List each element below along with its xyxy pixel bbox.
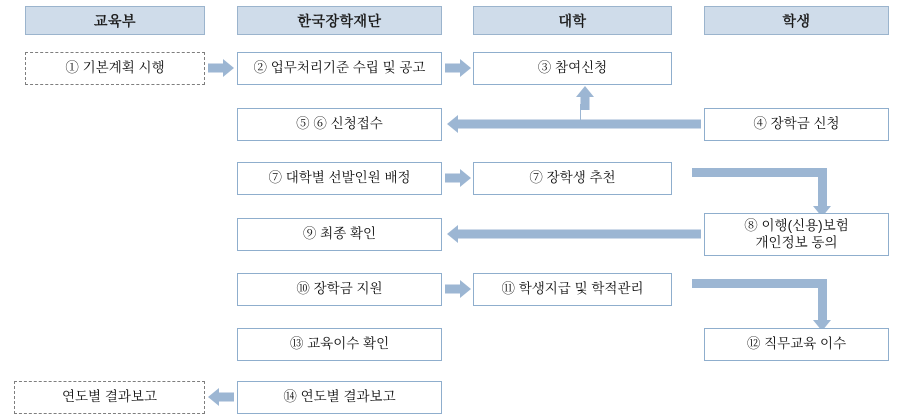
column-header-label: 교육부 bbox=[93, 12, 137, 29]
column-header-label: 대학 bbox=[558, 12, 587, 29]
node-label: ⑭ 연도별 결과보고 bbox=[283, 389, 396, 405]
column-header-kosaf bbox=[237, 6, 442, 35]
node-label: ② 업무처리기준 수립 및 공고 bbox=[253, 60, 426, 76]
process-node-application-receipt bbox=[237, 108, 442, 141]
process-node-payment-records bbox=[473, 273, 672, 306]
process-node-annual-report-ministry bbox=[14, 381, 205, 414]
column-header-student bbox=[704, 6, 889, 35]
process-node-annual-report-kosaf bbox=[237, 381, 442, 414]
process-node-participation-apply bbox=[473, 52, 672, 85]
arrow-left-icon bbox=[447, 114, 701, 134]
arrow-right-icon bbox=[445, 279, 471, 299]
node-label: ⑨ 최종 확인 bbox=[302, 226, 377, 242]
process-node-final-confirm bbox=[237, 218, 442, 251]
arrow-up-icon bbox=[575, 86, 595, 110]
column-header-label: 한국장학재단 bbox=[297, 12, 382, 29]
process-node-quota-allocation bbox=[237, 162, 442, 195]
node-label: 연도별 결과보고 bbox=[61, 389, 158, 405]
process-node-basic-plan bbox=[25, 52, 205, 85]
node-label: ⑤ ⑥ 신청접수 bbox=[296, 116, 383, 132]
node-label: ⑩ 장학금 지원 bbox=[296, 281, 383, 297]
column-header-label: 학생 bbox=[782, 12, 811, 29]
node-label: ③ 참여신청 bbox=[537, 60, 608, 76]
process-node-job-training bbox=[704, 328, 889, 361]
arrow-elbow-down-icon bbox=[692, 279, 842, 334]
process-node-scholarship-support bbox=[237, 273, 442, 306]
connector-line bbox=[578, 96, 580, 98]
node-label: ⑪ 학생지급 및 학적관리 bbox=[501, 281, 644, 297]
node-label-line1: ⑧ 이행(신용)보험 bbox=[744, 217, 849, 233]
column-header-university bbox=[473, 6, 672, 35]
node-label: ⑬ 교육이수 확인 bbox=[289, 336, 390, 352]
connector-line bbox=[580, 104, 581, 120]
arrow-elbow-down-icon bbox=[692, 168, 842, 218]
arrow-right-icon bbox=[445, 168, 471, 188]
arrow-right-icon bbox=[445, 58, 471, 78]
column-header-ministry bbox=[25, 6, 205, 35]
node-label: ① 기본계획 시행 bbox=[65, 60, 165, 76]
node-label: ⑫ 직무교육 이수 bbox=[746, 336, 847, 352]
process-node-training-confirm bbox=[237, 328, 442, 361]
arrow-right-icon bbox=[208, 58, 234, 78]
node-label: ⑦ 대학별 선발인원 배정 bbox=[268, 170, 411, 186]
process-node-scholar-recommendation bbox=[473, 162, 672, 195]
arrow-left-icon bbox=[447, 224, 701, 244]
node-label: ⑦ 장학생 추천 bbox=[529, 170, 616, 186]
node-label-line2: 개인정보 동의 bbox=[755, 234, 838, 250]
process-node-insurance-consent bbox=[704, 213, 889, 256]
process-node-standards bbox=[237, 52, 442, 85]
node-label: ④ 장학금 신청 bbox=[753, 116, 840, 132]
process-node-scholarship-application bbox=[704, 108, 889, 141]
arrow-left-icon bbox=[208, 387, 234, 407]
